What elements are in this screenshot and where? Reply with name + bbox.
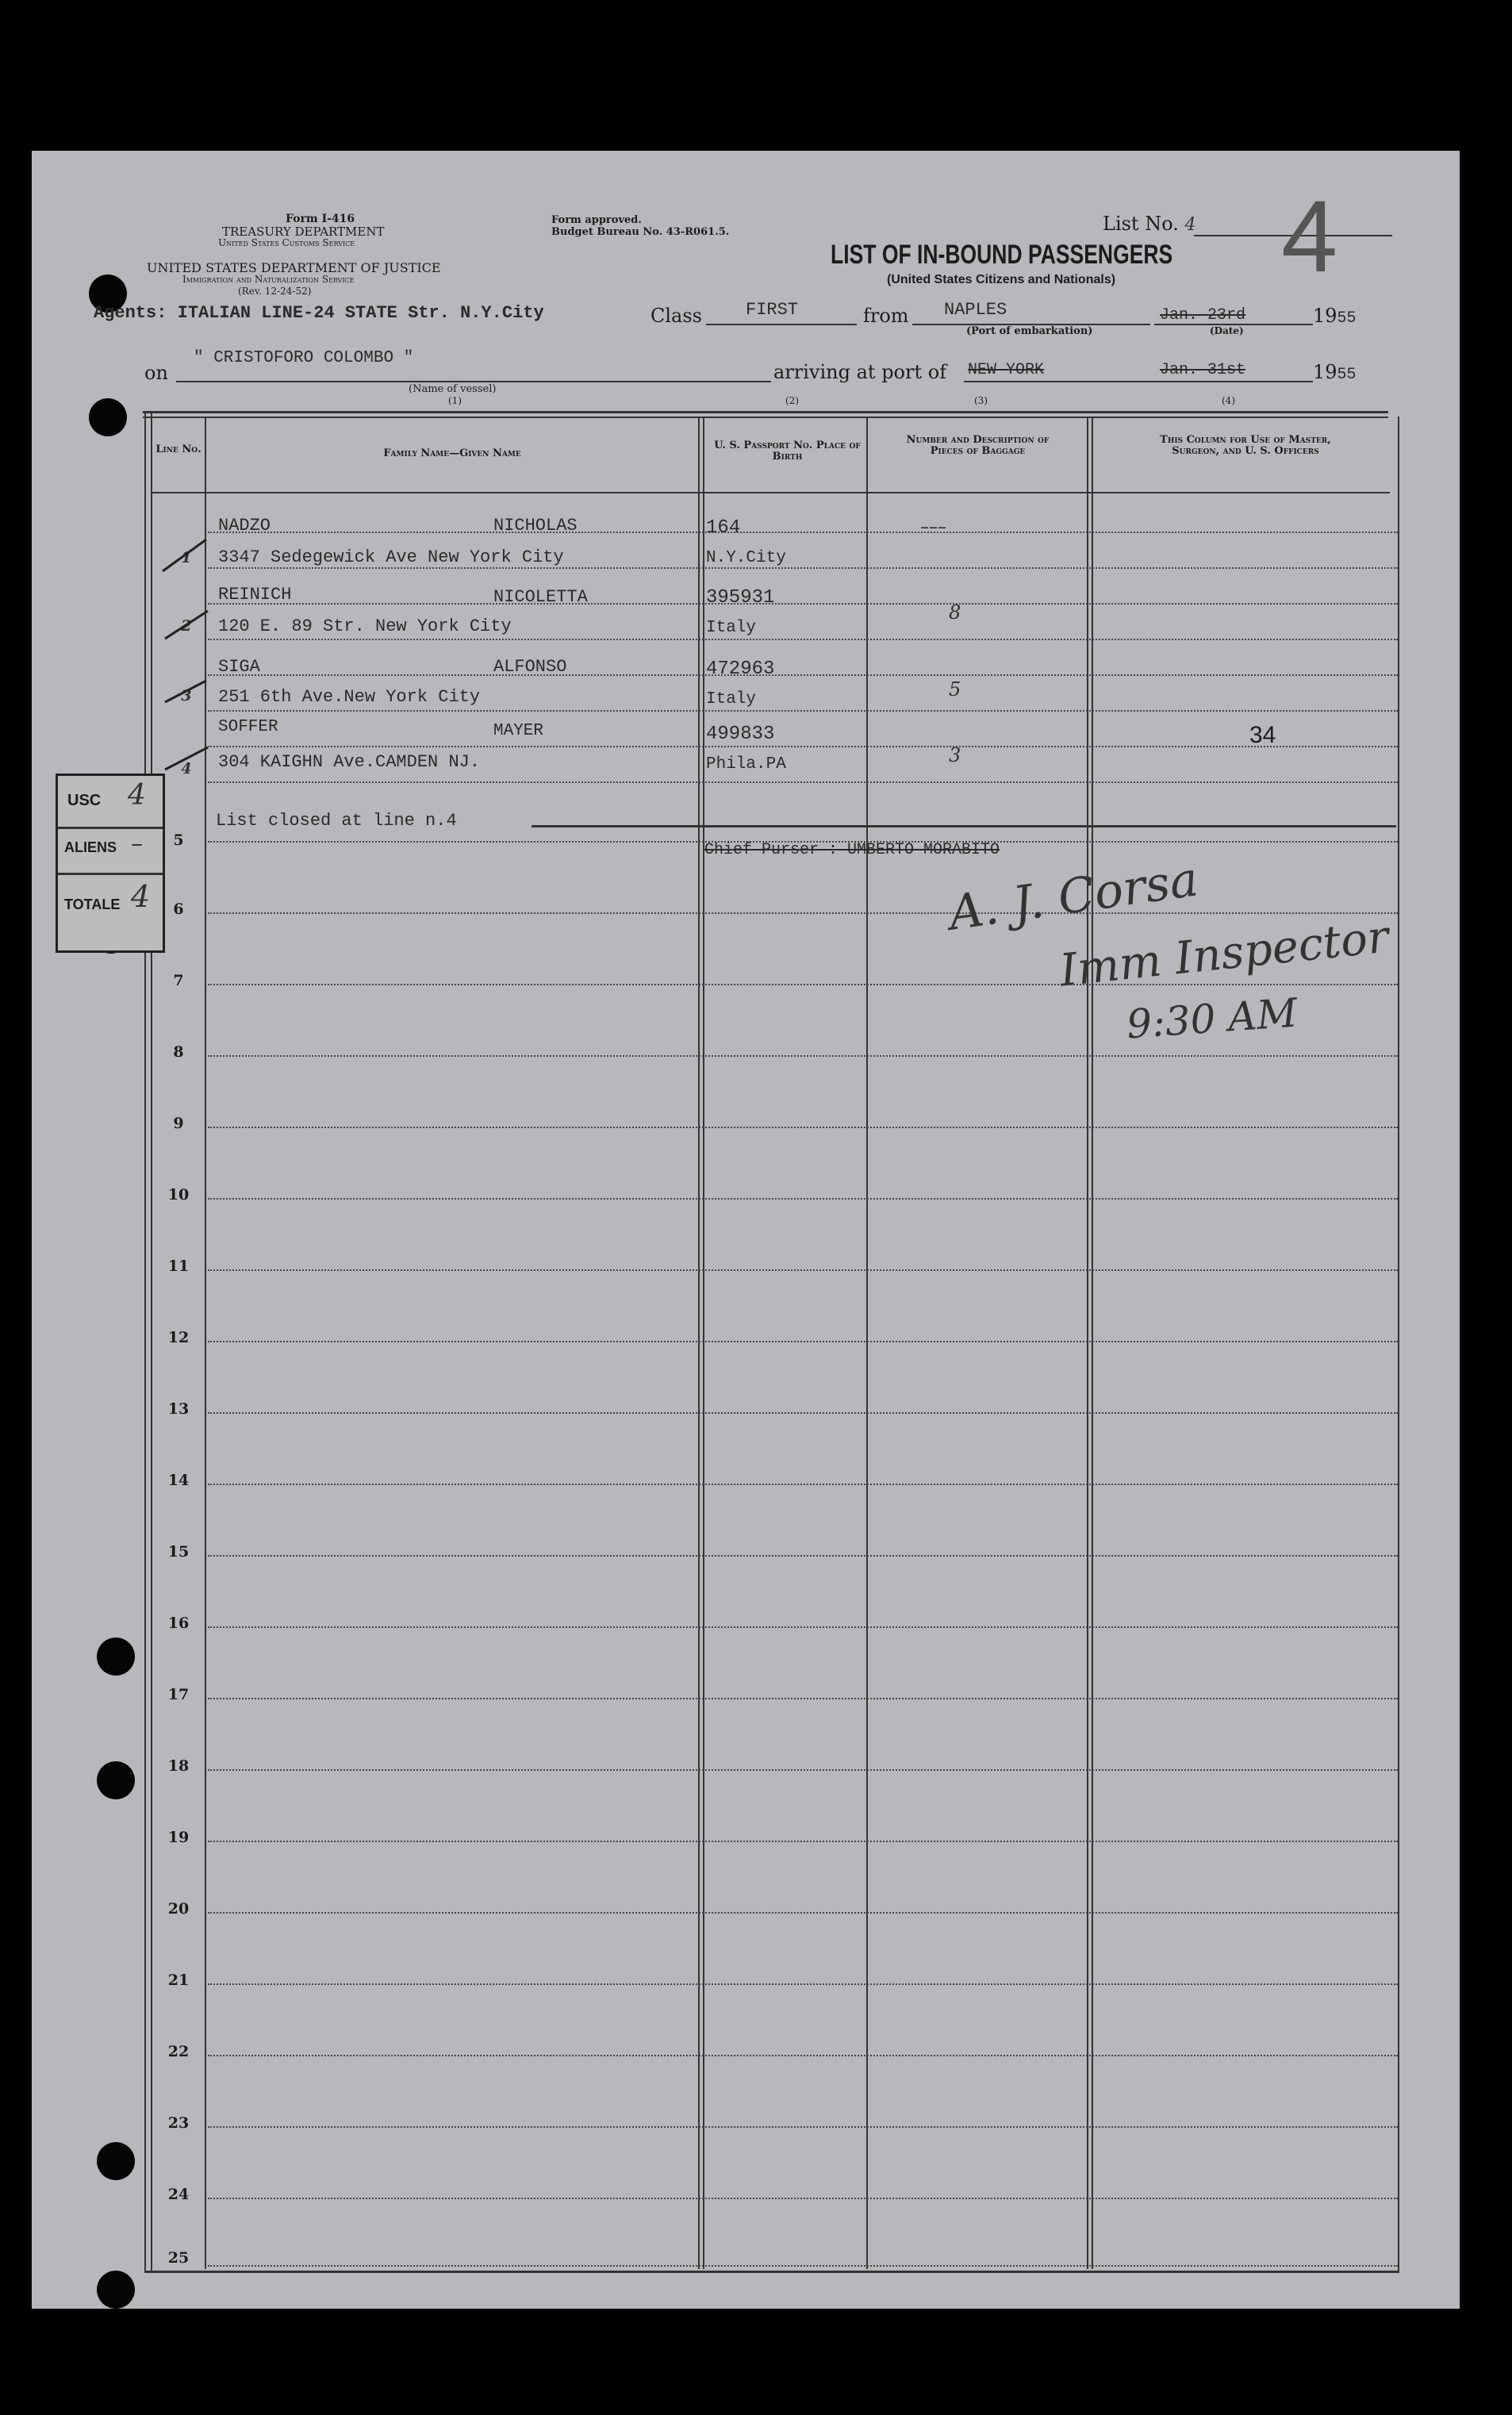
date-caption: (Date) xyxy=(1210,325,1244,336)
line-number: 22 xyxy=(167,2043,190,2060)
stamp-totale-value: 4 xyxy=(131,879,151,914)
justice-dept: UNITED STATES DEPARTMENT OF JUSTICE xyxy=(147,260,441,275)
customs-service: United States Customs Service xyxy=(218,237,355,248)
check-marks xyxy=(159,524,214,785)
budget-bureau: Budget Bureau No. 43-R061.5. xyxy=(551,226,730,238)
line-number: 21 xyxy=(167,1972,190,1989)
vessel-name: " CRISTOFORO COLOMBO " xyxy=(194,349,414,367)
row-line xyxy=(208,567,1398,569)
year-suffix: 55 xyxy=(1337,366,1357,384)
table-left-border xyxy=(144,413,146,2273)
line-number: 15 xyxy=(167,1543,190,1561)
document-page xyxy=(32,151,1460,2309)
col-header-passport: U. S. Passport No. Place of Birth xyxy=(714,440,861,463)
line-number: 10 xyxy=(167,1186,190,1204)
year-prefix: 19 xyxy=(1313,361,1337,383)
row-line xyxy=(208,984,1398,985)
table-top-border-2 xyxy=(143,417,1388,418)
stamp-totale-label: TOTALE xyxy=(64,897,121,912)
row-line xyxy=(208,1912,1398,1914)
passenger-family-name: NADZO xyxy=(218,516,271,536)
list-closed-note: List closed at line n.4 xyxy=(216,811,457,831)
row-line xyxy=(208,1555,1398,1557)
inspector-title: Imm Inspector xyxy=(1057,911,1391,997)
class-label: Class xyxy=(650,305,702,327)
row-line xyxy=(208,1698,1398,1699)
row-line xyxy=(208,1341,1398,1342)
punch-hole xyxy=(97,2142,135,2180)
list-no-text: List No. xyxy=(1103,213,1179,235)
line-number: 6 xyxy=(173,900,184,918)
place-of-birth: Italy xyxy=(706,690,757,708)
row-line xyxy=(208,1127,1398,1128)
page-title: LIST OF IN-BOUND PASSENGERS xyxy=(831,240,1173,270)
agents-line: Agents: ITALIAN LINE-24 STATE Str. N.Y.City xyxy=(94,303,544,323)
officer-note: 34 xyxy=(1249,722,1276,748)
line-number: 1 xyxy=(181,549,192,566)
inspection-time: 9:30 AM xyxy=(1125,989,1299,1048)
stamp-aliens-label: ALIENS xyxy=(64,839,117,855)
line-number: 9 xyxy=(173,1115,184,1132)
row-line xyxy=(208,912,1398,914)
treasury-dept: TREASURY DEPARTMENT xyxy=(222,225,385,239)
place-of-birth: N.Y.City xyxy=(706,549,786,567)
list-number-label xyxy=(1103,213,1196,235)
row-line xyxy=(208,674,1398,676)
row-line xyxy=(208,1983,1398,1985)
punch-hole xyxy=(97,2271,135,2309)
punch-hole xyxy=(97,1638,135,1676)
departure-year xyxy=(1313,305,1357,328)
line-number: 24 xyxy=(167,2186,190,2203)
check-mark xyxy=(163,539,206,571)
arriving-label: arriving at port of xyxy=(773,361,947,383)
embark-caption: (Port of embarkation) xyxy=(966,325,1093,337)
col-divider-name xyxy=(698,417,700,2269)
line-number: 3 xyxy=(181,687,192,705)
stamp-aliens-value: – xyxy=(131,830,143,858)
stamp-divider xyxy=(58,827,163,829)
class-underline xyxy=(706,324,857,325)
line-number: 5 xyxy=(173,831,184,849)
vessel-caption: (Name of vessel) xyxy=(409,383,497,395)
table-bottom-border xyxy=(144,2271,1399,2273)
row-line xyxy=(208,710,1398,712)
row-line xyxy=(208,746,1398,747)
passenger-given-name: NICOLETTA xyxy=(493,587,588,607)
row-line xyxy=(208,1626,1398,1628)
baggage-count: 8 xyxy=(949,601,961,624)
row-line xyxy=(208,1412,1398,1414)
row-line xyxy=(208,1055,1398,1057)
col3-number: (3) xyxy=(974,395,988,406)
col-header-name: Family Name—Given Name xyxy=(383,447,521,459)
arrival-date: Jan. 31st xyxy=(1160,361,1246,379)
check-mark xyxy=(165,747,208,770)
col-header-line-no: Line No. xyxy=(155,443,201,455)
year-prefix: 19 xyxy=(1313,305,1337,327)
row-line xyxy=(208,639,1398,640)
line-number: 4 xyxy=(181,760,192,777)
arrival-port-underline xyxy=(964,381,1154,382)
passenger-address: 3347 Sedegewick Ave New York City xyxy=(218,547,564,567)
stamp-usc-label: USC xyxy=(67,792,102,809)
col-divider-passport xyxy=(866,417,868,2269)
passenger-family-name: SOFFER xyxy=(218,718,278,736)
row-line xyxy=(208,1484,1398,1485)
punch-hole xyxy=(97,1761,135,1799)
table-top-border xyxy=(143,411,1388,413)
line-number: 20 xyxy=(167,1900,190,1918)
stamp-divider xyxy=(58,873,163,875)
line-number: 23 xyxy=(167,2114,190,2132)
row-line xyxy=(208,532,1398,533)
line-number: 8 xyxy=(173,1043,184,1061)
list-no-value: 4 xyxy=(1184,215,1196,235)
closing-strike-line xyxy=(532,825,1396,827)
passenger-address: 304 KAIGHN Ave.CAMDEN NJ. xyxy=(218,752,481,772)
form-number: Form I-416 xyxy=(286,213,355,225)
big-list-number: 4 xyxy=(1281,180,1338,294)
row-line xyxy=(208,603,1398,605)
line-number: 7 xyxy=(173,972,184,989)
col-divider-baggage xyxy=(1087,417,1088,2269)
table-left-border-2 xyxy=(151,413,152,2273)
line-number: 25 xyxy=(167,2249,190,2267)
passport-number: 395931 xyxy=(706,587,775,609)
passenger-family-name: SIGA xyxy=(218,657,260,677)
col4-number: (4) xyxy=(1222,395,1235,406)
col-header-baggage: Number and Description of Pieces of Baggage xyxy=(906,434,1050,457)
line-number: 18 xyxy=(167,1757,190,1775)
totals-stamp xyxy=(56,774,165,953)
row-line xyxy=(208,781,1398,783)
line-number: 12 xyxy=(167,1329,190,1346)
baggage-count: 5 xyxy=(949,678,961,701)
passenger-address: 120 E. 89 Str. New York City xyxy=(218,616,512,636)
from-label: from xyxy=(863,305,909,327)
arrival-year xyxy=(1313,361,1357,384)
place-of-birth: Phila.PA xyxy=(706,755,786,774)
check-mark xyxy=(165,681,206,702)
vessel-col-num: (1) xyxy=(448,395,462,406)
punch-hole xyxy=(89,398,127,436)
inspector-signature: A. J. Corsa xyxy=(945,851,1202,942)
row-line xyxy=(208,1769,1398,1771)
line-number: 14 xyxy=(167,1472,190,1489)
line-number: 11 xyxy=(167,1257,190,1275)
immigration-service: Immigration and Naturalization Service xyxy=(182,274,355,285)
col-header-officers: This Column for Use of Master, Surgeon, and U. S. Officers xyxy=(1160,434,1331,457)
line-number: 17 xyxy=(167,1686,190,1703)
row-line xyxy=(208,2198,1398,2199)
place-of-birth: Italy xyxy=(706,619,757,637)
year-suffix: 55 xyxy=(1337,309,1357,328)
row-line xyxy=(208,1269,1398,1271)
passenger-given-name: MAYER xyxy=(493,722,544,740)
passenger-address: 251 6th Ave.New York City xyxy=(218,687,481,707)
passport-number: 164 xyxy=(706,517,741,539)
form-approved: Form approved. xyxy=(551,214,642,226)
baggage-count: 3 xyxy=(949,744,961,766)
arrival-date-underline xyxy=(1154,381,1313,382)
check-mark xyxy=(165,611,208,639)
table-right-border xyxy=(1398,417,1399,2273)
row-line xyxy=(208,1841,1398,1842)
header-row-border xyxy=(152,492,1390,493)
line-number: 13 xyxy=(167,1400,190,1418)
page-subtitle: (United States Citizens and Nationals) xyxy=(887,273,1116,286)
on-label: on xyxy=(144,362,168,384)
passenger-given-name: NICHOLAS xyxy=(493,516,578,536)
line-number: 19 xyxy=(167,1829,190,1846)
passport-number: 499833 xyxy=(706,724,775,745)
passenger-given-name: ALFONSO xyxy=(493,657,567,677)
row-line xyxy=(208,2055,1398,2056)
stamp-usc-value: 4 xyxy=(128,779,146,812)
passenger-family-name: REINICH xyxy=(218,585,292,605)
arrival-port: NEW YORK xyxy=(968,361,1045,379)
revision: (Rev. 12-24-52) xyxy=(238,286,312,297)
baggage-count: ––– xyxy=(920,517,946,537)
departure-date: Jan. 23rd xyxy=(1160,306,1246,324)
line-number: 2 xyxy=(181,617,192,635)
chief-purser: Chief Purser : UMBERTO MORABITO xyxy=(704,841,1000,859)
row-line xyxy=(208,2126,1398,2128)
class-value: FIRST xyxy=(746,300,799,320)
vessel-underline xyxy=(176,381,771,382)
passport-number: 472963 xyxy=(706,658,775,680)
row-line xyxy=(208,1198,1398,1200)
col2-number: (2) xyxy=(785,395,799,406)
col-divider-baggage-2 xyxy=(1092,417,1093,2269)
embark-port: NAPLES xyxy=(944,300,1007,320)
row-line xyxy=(208,2265,1398,2267)
col-divider-name-2 xyxy=(703,417,704,2269)
line-number: 16 xyxy=(167,1614,190,1632)
